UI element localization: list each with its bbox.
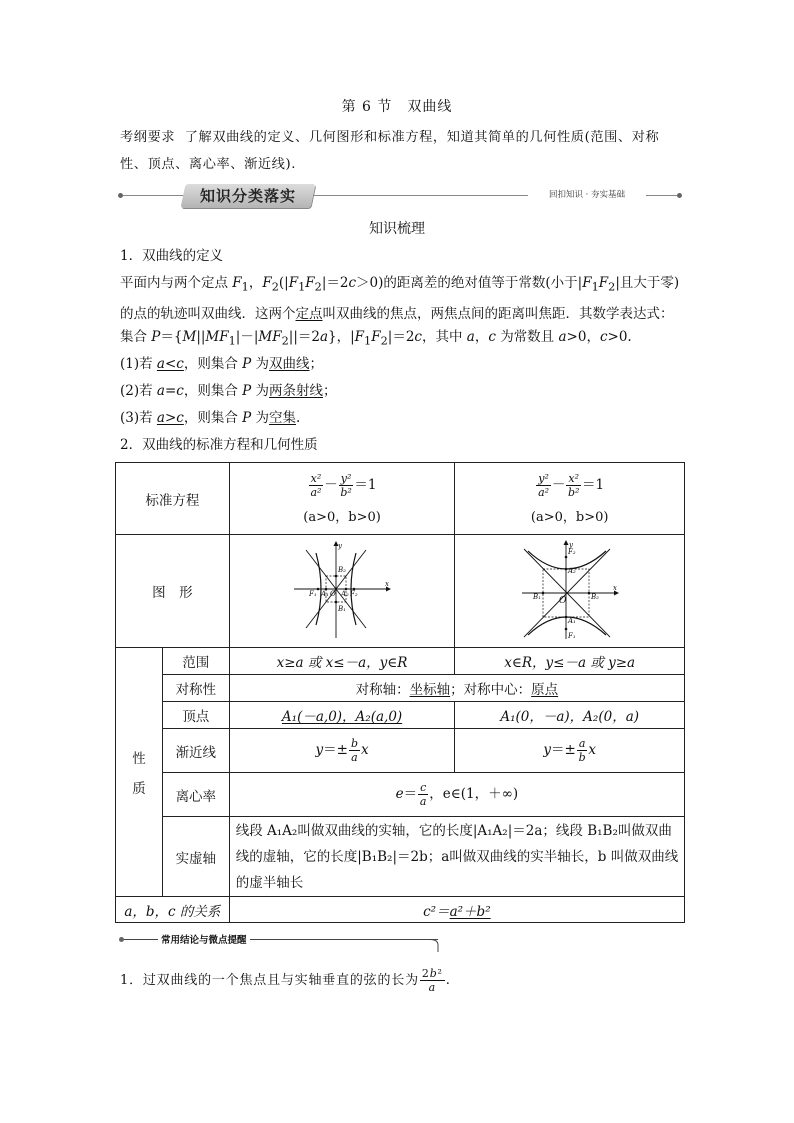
definition-set: 集合 $P=\{M||MF_1|-|MF_2||=2a\}$，$|F_1F_2|=2c$，其中 a，c 为常数且 a>0，c>0.	[120, 329, 632, 348]
svg-text:B₂: B₂	[338, 566, 346, 574]
hyperbola-y-graph	[520, 539, 620, 643]
section-title: 第 6 节 双曲线	[341, 99, 453, 115]
svg-text:A₂: A₂	[341, 590, 349, 598]
symmetry-value: 对称轴：坐标轴；对称中心：原点	[229, 675, 684, 702]
svg-text:A₁: A₁	[567, 617, 576, 625]
asymptote-x: y＝± $\frac{b}{a}$ x	[229, 729, 455, 773]
svg-text:O: O	[558, 596, 567, 606]
range-label: 范围	[162, 648, 229, 675]
std-eq-label: 标准方程	[116, 463, 230, 535]
figure-y-hyperbola	[455, 535, 685, 648]
hyperbola-properties-table	[115, 462, 685, 923]
hyperbola-x-graph	[292, 541, 392, 641]
eccentricity-value: e＝ $\frac{c}{a}$ ，e∈(1，＋∞)	[229, 773, 684, 817]
syllabus-requirements	[120, 124, 680, 178]
svg-text:B₂: B₂	[590, 593, 599, 601]
svg-text:F₂: F₂	[350, 590, 358, 598]
case-2: (2)若 a=c，则集合 P 为两条射线；	[120, 383, 337, 399]
figure-label: 图 形	[116, 535, 230, 648]
std-eq-cond-2: (a>0，b>0)	[530, 509, 609, 525]
definition-heading: 1．双曲线的定义	[120, 248, 224, 264]
subtitle: 知识梳理	[369, 221, 425, 237]
eccentricity-label: 离心率	[162, 773, 229, 817]
conclusion-item-1: 1．过双曲线的一个焦点且与实轴垂直的弦的长为 $\frac{\text{2b²}}{a}$ .	[120, 967, 451, 994]
std-eq-cond-1: (a>0，b>0)	[303, 509, 381, 525]
case-1: (1)若 a<c，则集合 P 为双曲线；	[120, 356, 324, 372]
svg-text:O: O	[330, 590, 336, 598]
abc-relation-label: a，b，c 的关系	[116, 897, 230, 923]
range-x: x≥a 或 x≤－a，y∈R	[229, 648, 455, 675]
svg-text:B₁: B₁	[338, 605, 346, 613]
caption-dot	[119, 937, 124, 942]
svg-text:A₁: A₁	[321, 590, 329, 598]
axes-description: 线段 A₁A₂叫做双曲线的实轴，它的长度|A₁A₂|＝2a；线段 B₁B₂叫做双曲线的虚轴，它的长度|B₁B₂|＝2b；a叫做双曲线的实半轴长，b 叫做双曲线的虚半轴长	[229, 817, 684, 897]
svg-text:y: y	[568, 541, 573, 549]
caption-hook	[430, 939, 442, 953]
rule-dot-left	[118, 193, 123, 198]
svg-text:F₁: F₁	[567, 632, 576, 640]
svg-text:F₁: F₁	[309, 590, 317, 598]
abc-relation-value: c²＝a²＋b²	[229, 897, 684, 923]
table-heading: 2．双曲线的标准方程和几何性质	[120, 437, 318, 453]
definition-paragraph: 平面内与两个定点 $F_1$，$F_2(|F_1F_2|=2c>0)$的距离差的绝对值等于常数(小于$|F_1F_2|$且大于零)的点的轨迹叫双曲线．这两个定点叫双曲线的焦点，两焦点间的距离叫焦距．其数学表达式：	[120, 275, 680, 322]
axes-label: 实虚轴	[162, 817, 229, 897]
asymptote-label: 渐近线	[162, 729, 229, 773]
range-y: x∈R，y≤－a 或 y≥a	[455, 648, 685, 675]
svg-text:A₂: A₂	[567, 567, 576, 575]
rule-dot-right	[677, 193, 682, 198]
svg-text:y: y	[338, 542, 343, 550]
vertex-y: A₁(0，－a)，A₂(0，a)	[455, 702, 685, 729]
banner-title: 知识分类落实	[199, 187, 296, 205]
symmetry-label: 对称性	[162, 675, 229, 702]
std-eq-x: $\frac{\text{x²}}{\text{a²}}$ － $\frac{\text{y²}}{\text{b²}}$ ＝1 (a>0，b>0)	[229, 463, 455, 535]
svg-text:x: x	[385, 580, 389, 588]
requirements-text: 了解双曲线的定义、几何图形和标准方程，知道其简单的几何性质(范围、对称性、顶点、离心率、渐近线).	[120, 130, 660, 172]
asymptote-y: y＝± $\frac{a}{b}$ x	[455, 729, 685, 773]
vertex-label: 顶点	[162, 702, 229, 729]
svg-text:x: x	[612, 584, 617, 592]
svg-text:F₂: F₂	[567, 548, 576, 556]
properties-label: 性 质	[116, 648, 163, 897]
requirements-label: 考纲要求	[120, 130, 176, 145]
vertex-x: A₁(－a,0)，A₂(a,0)	[229, 702, 455, 729]
banner-tag: 回扣知识 · 夯实基础	[528, 188, 646, 202]
std-eq-y: $\frac{\text{y²}}{\text{a²}}$ － $\frac{\text{x²}}{\text{b²}}$ ＝1 (a>0，b>0)	[455, 463, 685, 535]
figure-x-hyperbola	[229, 535, 455, 648]
svg-text:B₁: B₁	[532, 593, 541, 601]
case-3: (3)若 a>c，则集合 P 为空集.	[120, 410, 301, 426]
conclusion-caption: 常用结论与微点提醒	[158, 932, 250, 946]
